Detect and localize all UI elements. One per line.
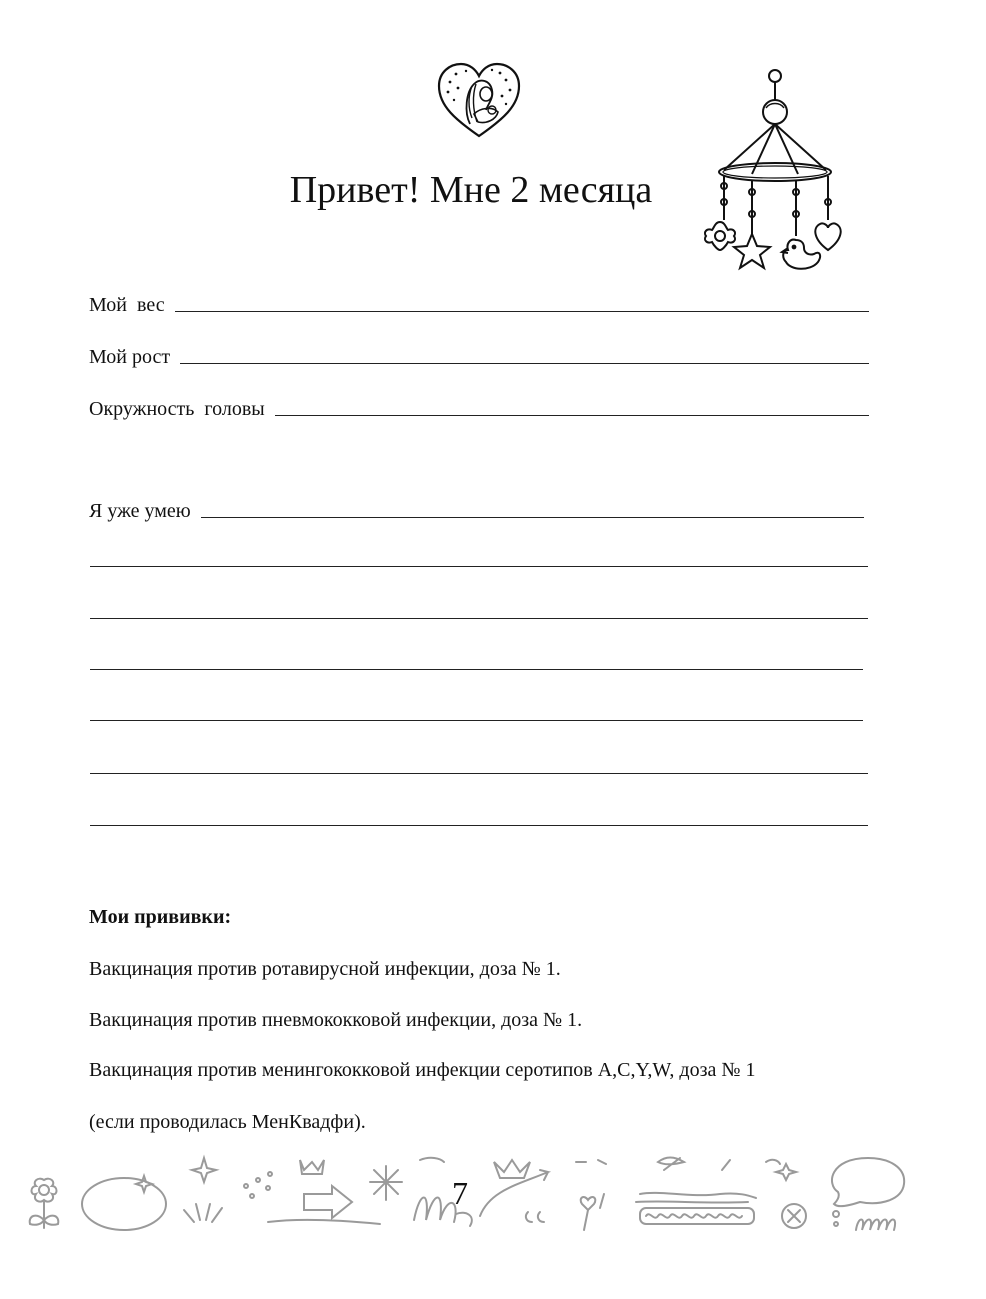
skills-blank-line[interactable] <box>90 825 868 826</box>
skills-field[interactable] <box>89 492 864 522</box>
height-input-line[interactable] <box>180 363 869 364</box>
head-circumference-input-line[interactable] <box>275 415 869 416</box>
height-label: Мой рост <box>89 346 171 368</box>
skills-blank-line[interactable] <box>90 566 868 567</box>
skills-input-line[interactable] <box>201 517 864 518</box>
vaccination-item-note: (если проводилась МенКвадфи). <box>89 1111 366 1133</box>
vaccination-item: Вакцинация против ротавирусной инфекции, доза № 1. <box>89 958 561 980</box>
skills-label: Я уже умею <box>89 500 191 522</box>
page-title: Привет! Мне 2 месяца <box>289 169 653 211</box>
head-circumference-label: Окружность головы <box>89 398 265 420</box>
weight-label: Мой вес <box>89 294 165 316</box>
skills-blank-line[interactable] <box>90 618 868 619</box>
skills-blank-line[interactable] <box>90 720 863 721</box>
vaccination-item: Вакцинация против менингококковой инфекции серотипов A,C,Y,W, доза № 1 <box>89 1059 756 1081</box>
page-number: 7 <box>452 1175 468 1211</box>
weight-field[interactable] <box>89 286 869 316</box>
head-circumference-field[interactable] <box>89 390 869 420</box>
heart-mother-baby-icon <box>436 62 522 138</box>
vaccinations-heading: Мои прививки: <box>89 906 232 928</box>
weight-input-line[interactable] <box>175 311 869 312</box>
skills-blank-line[interactable] <box>90 773 868 774</box>
skills-blank-line[interactable] <box>90 669 863 670</box>
vaccination-item: Вакцинация против пневмококковой инфекции, доза № 1. <box>89 1009 583 1031</box>
height-field[interactable] <box>89 338 869 368</box>
